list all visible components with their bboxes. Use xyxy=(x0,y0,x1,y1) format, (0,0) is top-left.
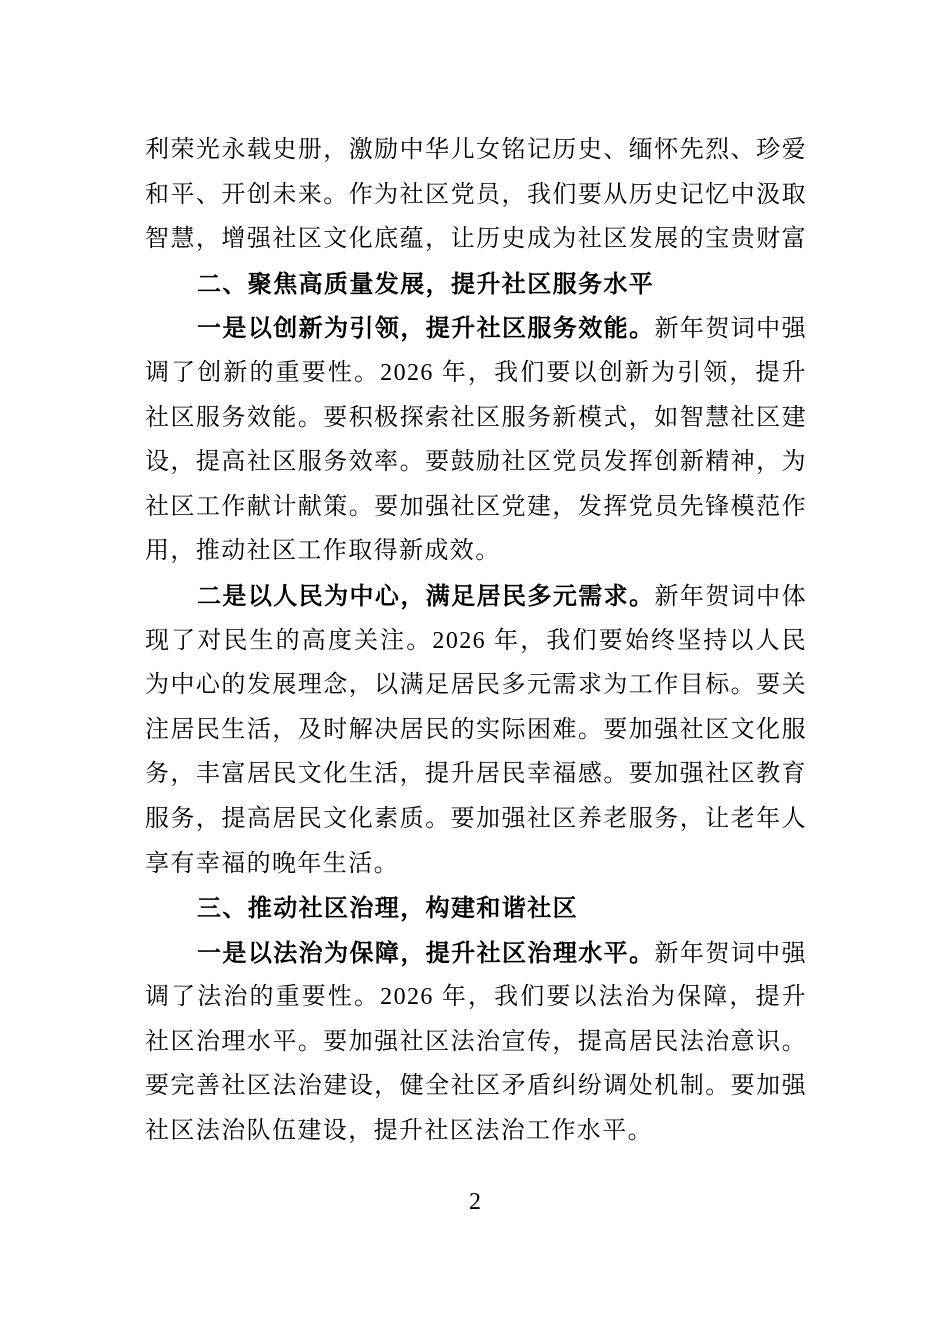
text-line: 社区法治队伍建设，提升社区法治工作水平。 xyxy=(145,1118,653,1145)
line-text: 新年贺词中体 xyxy=(654,583,808,610)
heading-text: 二、聚焦高质量发展，提升社区服务水平 xyxy=(197,269,655,298)
text-line: 为中心的发展理念，以满足居民多元需求为工作目标。要关 xyxy=(145,672,807,699)
line-text: 新年贺词中强 xyxy=(654,316,808,343)
text-line: 享有幸福的晚年生活。 xyxy=(145,850,399,877)
document-body xyxy=(145,128,807,1154)
paragraph-lead: 二是以人民为中心，满足居民多元需求。 xyxy=(197,581,655,610)
text-line xyxy=(145,306,807,351)
text-line: 服务，提高居民文化素质。要加强社区养老服务，让老年人 xyxy=(145,805,807,832)
text-line xyxy=(145,574,807,619)
text-line: 和平、开创未来。作为社区党员，我们要从历史记忆中汲取 xyxy=(145,181,807,208)
text-line: 调了法治的重要性。2026 年，我们要以法治为保障，提升 xyxy=(145,984,807,1011)
text-line: 要完善社区法治建设，健全社区矛盾纠纷调处机制。要加强 xyxy=(145,1073,807,1100)
section-heading xyxy=(145,886,807,931)
text-line: 用，推动社区工作取得新成效。 xyxy=(145,538,501,565)
text-line: 智慧，增强社区文化底蕴，让历史成为社区发展的宝贵财富 xyxy=(145,226,807,253)
page-number: 2 xyxy=(469,1189,481,1215)
text-line: 注居民生活，及时解决居民的实际困难。要加强社区文化服 xyxy=(145,716,807,743)
paragraph xyxy=(145,931,807,1154)
text-line: 设，提高社区服务效率。要鼓励社区党员发挥创新精神，为 xyxy=(145,449,807,476)
text-line: 利荣光永载史册，激励中华儿女铭记历史、缅怀先烈、珍爱 xyxy=(145,137,807,163)
paragraph xyxy=(145,574,807,886)
text-line: 现了对民生的高度关注。2026 年，我们要始终坚持以人民 xyxy=(145,627,807,654)
paragraph-lead: 一是以法治为保障，提升社区治理水平。 xyxy=(197,938,655,967)
heading-text: 三、推动社区治理，构建和谐社区 xyxy=(197,894,578,923)
paragraph-lead: 一是以创新为引领，提升社区服务效能。 xyxy=(197,314,655,343)
text-line: 务，丰富居民文化生活，提升居民幸福感。要加强社区教育 xyxy=(145,761,807,788)
text-line: 调了创新的重要性。2026 年，我们要以创新为引领，提升 xyxy=(145,359,807,386)
text-line: 社区服务效能。要积极探索社区服务新模式，如智慧社区建 xyxy=(145,404,807,431)
text-line: 社区治理水平。要加强社区法治宣传，提高居民法治意识。 xyxy=(145,1028,807,1055)
line-text: 新年贺词中强 xyxy=(654,940,808,967)
paragraph xyxy=(145,128,807,262)
section-heading xyxy=(145,262,807,307)
paragraph xyxy=(145,306,807,574)
text-line xyxy=(145,931,807,976)
text-line: 社区工作献计献策。要加强社区党建，发挥党员先锋模范作 xyxy=(145,493,807,520)
